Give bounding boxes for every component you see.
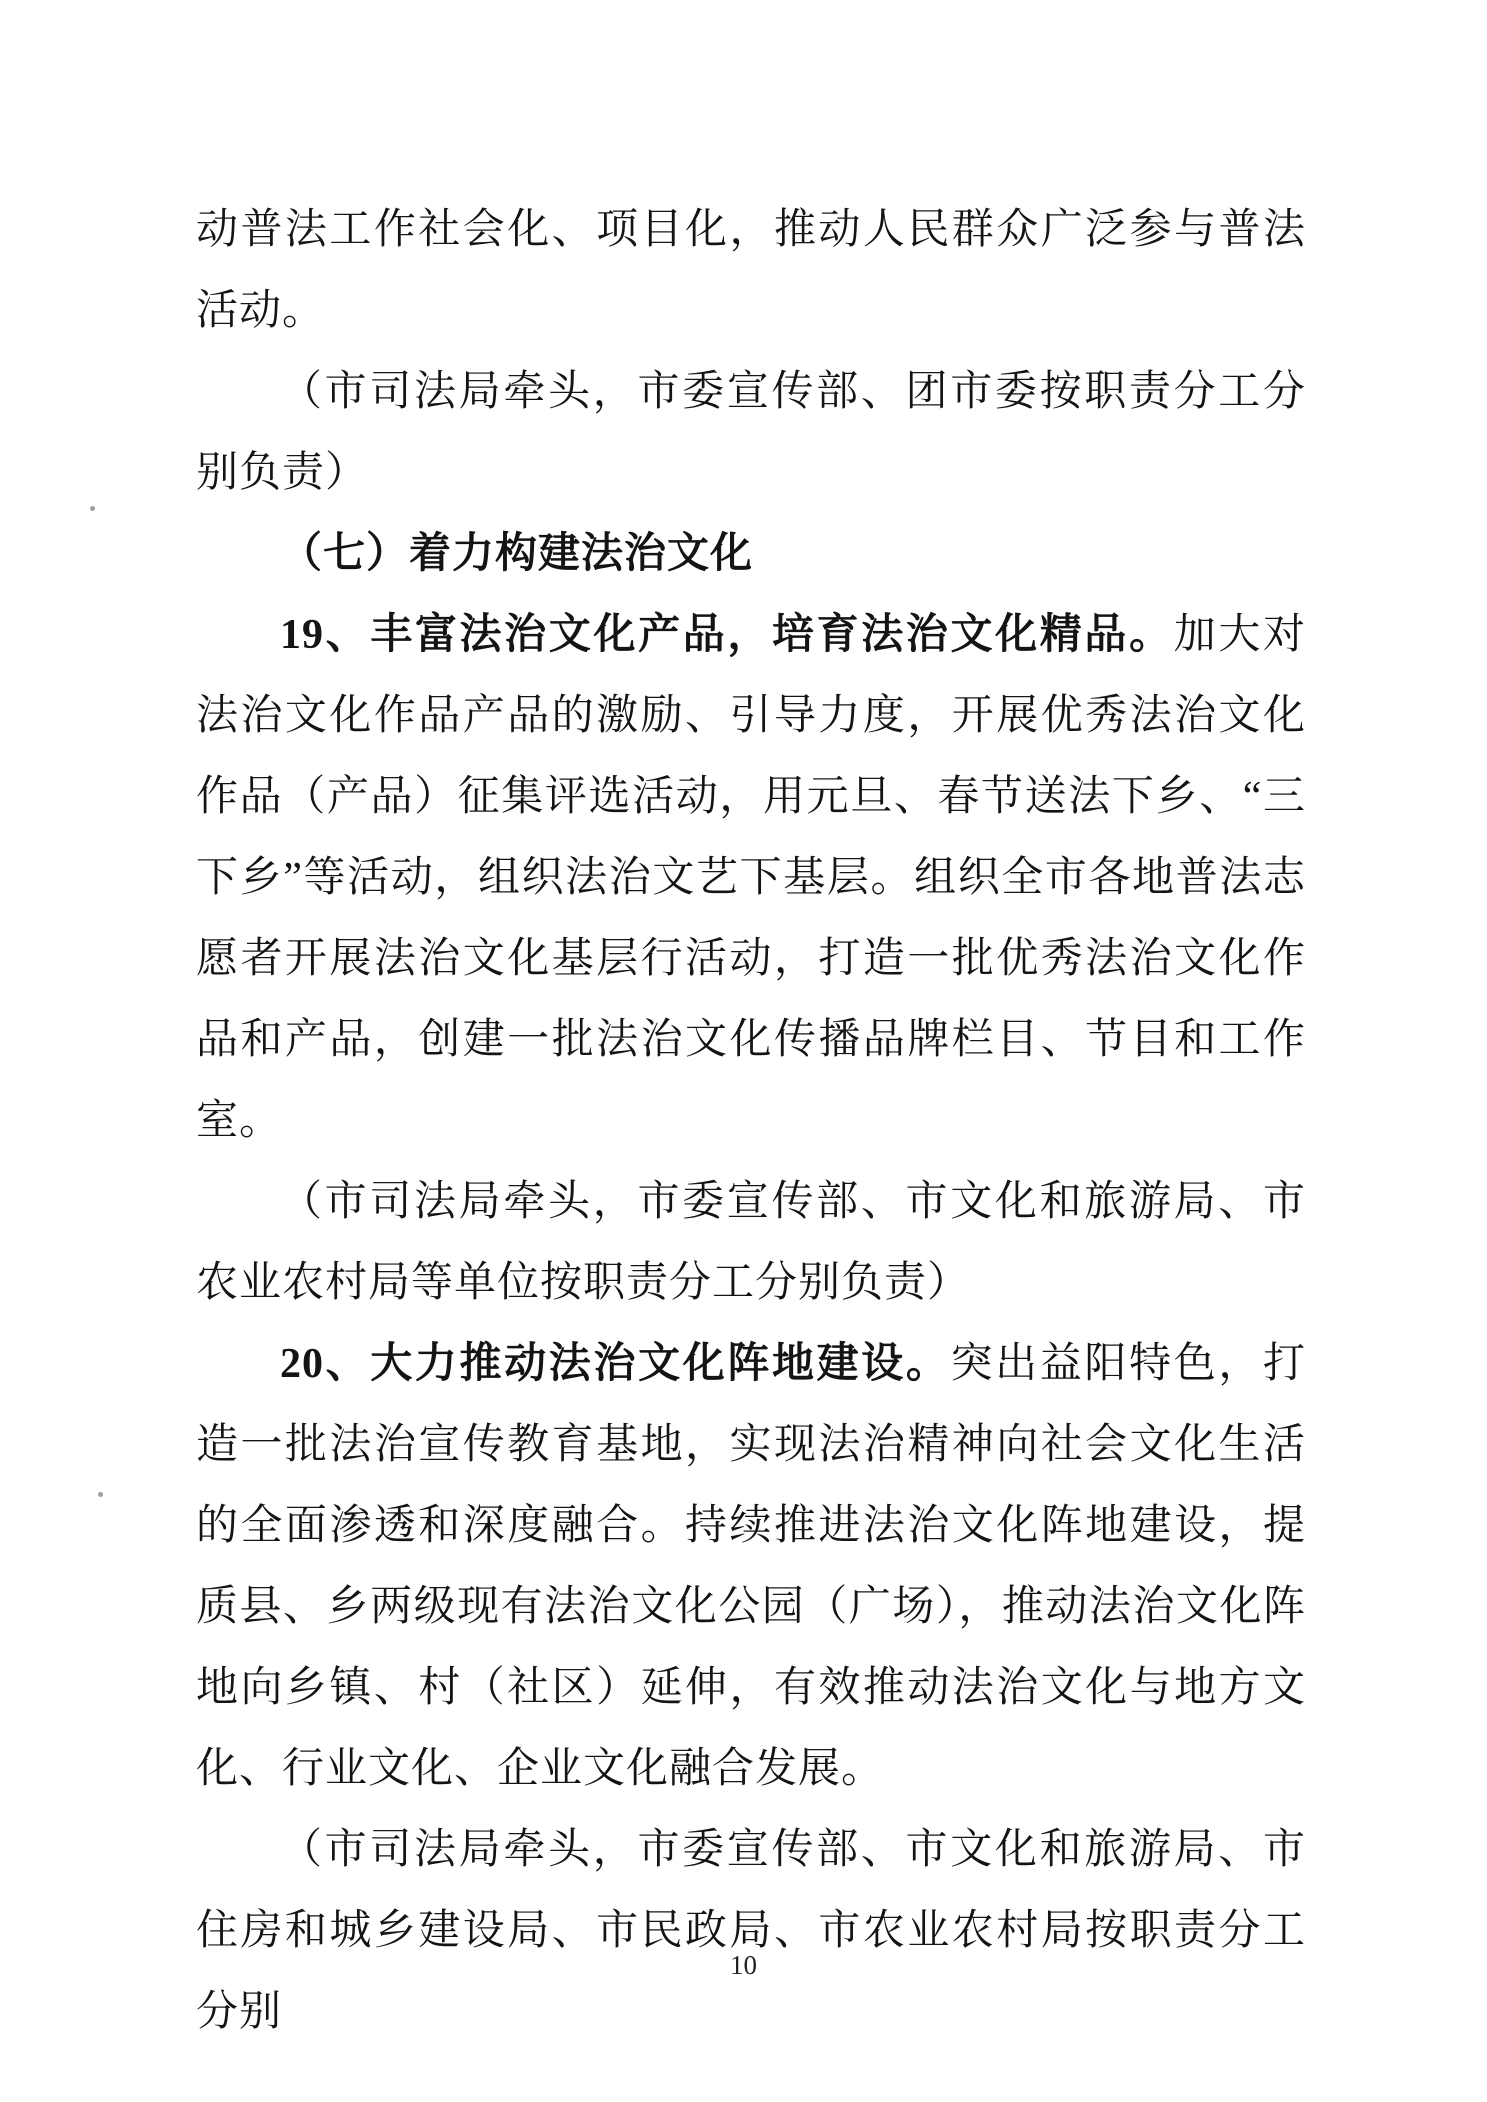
responsibility-note-2: （市司法局牵头，市委宣传部、市文化和旅游局、市农业农村局等单位按职责分工分别负责） <box>196 1179 1306 1306</box>
page-number: 10 <box>730 1950 757 1980</box>
responsibility-note-1: （市司法局牵头，市委宣传部、团市委按职责分工分别负责） <box>196 369 1306 496</box>
document-body <box>196 190 1306 2053</box>
paragraph-continuation: 动普法工作社会化、项目化，推动人民群众广泛参与普法活动。 <box>196 207 1306 334</box>
scan-artifact-dot <box>90 506 95 511</box>
paragraph-item-20 <box>196 1324 1306 1810</box>
item-19-body-text: 加大对法治文化作品产品的激励、引导力度，开展优秀法治文化作品（产品）征集评选活动，用元旦、春节送法下乡、“三下乡”等活动，组织法治文艺下基层。组织全市各地普法志愿者开展法治文化基层行活动，打造一批优秀法治文化作品和产品，创建一批法治文化传播品牌栏目、节目和工作室。 <box>196 612 1306 1144</box>
item-19-lead-sentence: 19、丰富法治文化产品，培育法治文化精品。 <box>280 612 1174 658</box>
scan-artifact-dot <box>98 1492 103 1497</box>
item-20-lead-sentence: 20、大力推动法治文化阵地建设。 <box>280 1341 951 1387</box>
paragraph-item-19 <box>196 595 1306 1162</box>
section-heading-7: （七）着力构建法治文化 <box>280 531 754 577</box>
responsibility-note-3: （市司法局牵头，市委宣传部、市文化和旅游局、市住房和城乡建设局、市民政局、市农业农村局按职责分工分别 <box>196 1827 1306 2035</box>
item-20-body-text: 突出益阳特色，打造一批法治宣传教育基地，实现法治精神向社会文化生活的全面渗透和深度融合。持续推进法治文化阵地建设，提质县、乡两级现有法治文化公园（广场），推动法治文化阵地向乡镇、村（社区）延伸，有效推动法治文化与地方文化、行业文化、企业文化融合发展。 <box>196 1341 1306 1792</box>
